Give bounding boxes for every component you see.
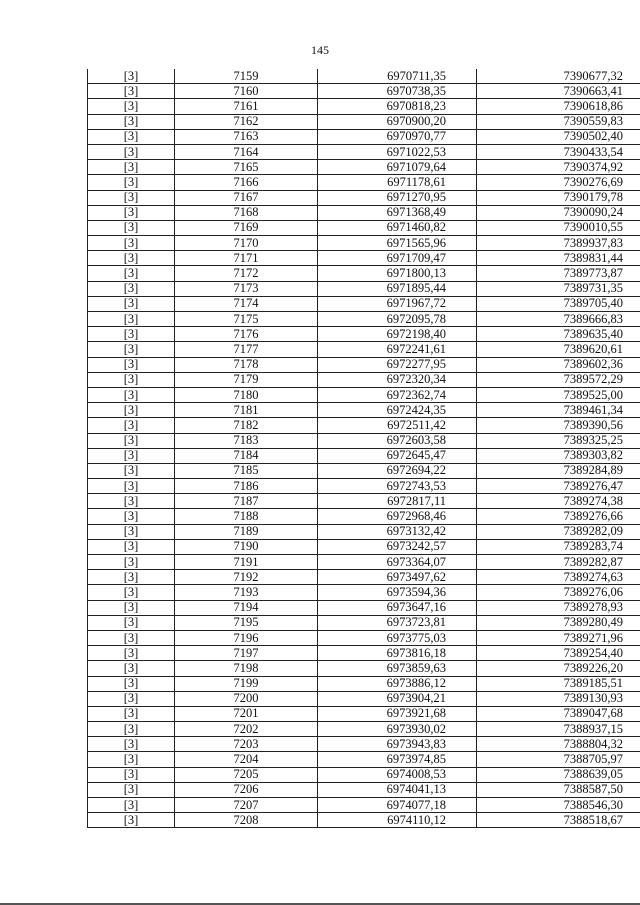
zone-cell: [3] <box>88 509 175 524</box>
table-row <box>88 615 640 630</box>
zone-cell: [3] <box>88 479 175 494</box>
point-number-cell: 7190 <box>175 539 318 554</box>
point-number-cell: 7161 <box>175 99 318 114</box>
zone-cell: [3] <box>88 798 175 813</box>
x-coordinate-cell: 6972603,58 <box>318 433 477 448</box>
y-coordinate-cell: 7389731,35 <box>477 281 640 296</box>
x-coordinate-cell: 6973859,63 <box>318 661 477 676</box>
zone-cell: [3] <box>88 524 175 539</box>
table-row <box>88 813 640 828</box>
zone-cell: [3] <box>88 463 175 478</box>
table-row <box>88 600 640 615</box>
table-row <box>88 737 640 752</box>
y-coordinate-cell: 7388804,32 <box>477 737 640 752</box>
y-coordinate-cell: 7389274,63 <box>477 570 640 585</box>
point-number-cell: 7188 <box>175 509 318 524</box>
table-row <box>88 585 640 600</box>
zone-cell: [3] <box>88 813 175 828</box>
table-row <box>88 342 640 357</box>
x-coordinate-cell: 6972645,47 <box>318 448 477 463</box>
zone-cell: [3] <box>88 387 175 402</box>
y-coordinate-cell: 7389602,36 <box>477 357 640 372</box>
y-coordinate-cell: 7388705,97 <box>477 752 640 767</box>
table-row <box>88 448 640 463</box>
zone-cell: [3] <box>88 539 175 554</box>
table-row <box>88 798 640 813</box>
point-number-cell: 7204 <box>175 752 318 767</box>
y-coordinate-cell: 7390502,40 <box>477 129 640 144</box>
table-row <box>88 403 640 418</box>
table-row <box>88 160 640 175</box>
x-coordinate-cell: 6971565,96 <box>318 236 477 251</box>
x-coordinate-cell: 6973930,02 <box>318 722 477 737</box>
table-row <box>88 296 640 311</box>
x-coordinate-cell: 6973723,81 <box>318 615 477 630</box>
point-number-cell: 7201 <box>175 706 318 721</box>
zone-cell: [3] <box>88 570 175 585</box>
point-number-cell: 7196 <box>175 630 318 645</box>
x-coordinate-cell: 6971270,95 <box>318 190 477 205</box>
y-coordinate-cell: 7389525,00 <box>477 387 640 402</box>
point-number-cell: 7187 <box>175 494 318 509</box>
zone-cell: [3] <box>88 722 175 737</box>
x-coordinate-cell: 6973943,83 <box>318 737 477 752</box>
coordinates-table-body <box>88 69 640 828</box>
zone-cell: [3] <box>88 190 175 205</box>
point-number-cell: 7207 <box>175 798 318 813</box>
y-coordinate-cell: 7389461,34 <box>477 403 640 418</box>
point-number-cell: 7173 <box>175 281 318 296</box>
zone-cell: [3] <box>88 236 175 251</box>
zone-cell: [3] <box>88 494 175 509</box>
point-number-cell: 7176 <box>175 327 318 342</box>
table-row <box>88 691 640 706</box>
x-coordinate-cell: 6972743,53 <box>318 479 477 494</box>
table-row <box>88 418 640 433</box>
point-number-cell: 7178 <box>175 357 318 372</box>
table-row <box>88 782 640 797</box>
point-number-cell: 7163 <box>175 129 318 144</box>
point-number-cell: 7177 <box>175 342 318 357</box>
zone-cell: [3] <box>88 782 175 797</box>
y-coordinate-cell: 7389226,20 <box>477 661 640 676</box>
x-coordinate-cell: 6973816,18 <box>318 646 477 661</box>
zone-cell: [3] <box>88 357 175 372</box>
zone-cell: [3] <box>88 418 175 433</box>
y-coordinate-cell: 7389276,66 <box>477 509 640 524</box>
zone-cell: [3] <box>88 706 175 721</box>
x-coordinate-cell: 6973974,85 <box>318 752 477 767</box>
x-coordinate-cell: 6972511,42 <box>318 418 477 433</box>
y-coordinate-cell: 7389185,51 <box>477 676 640 691</box>
x-coordinate-cell: 6974077,18 <box>318 798 477 813</box>
point-number-cell: 7194 <box>175 600 318 615</box>
zone-cell: [3] <box>88 160 175 175</box>
x-coordinate-cell: 6971709,47 <box>318 251 477 266</box>
x-coordinate-cell: 6973647,16 <box>318 600 477 615</box>
y-coordinate-cell: 7389282,09 <box>477 524 640 539</box>
zone-cell: [3] <box>88 327 175 342</box>
y-coordinate-cell: 7390663,41 <box>477 84 640 99</box>
table-row <box>88 722 640 737</box>
zone-cell: [3] <box>88 114 175 129</box>
point-number-cell: 7197 <box>175 646 318 661</box>
table-row <box>88 752 640 767</box>
zone-cell: [3] <box>88 767 175 782</box>
point-number-cell: 7200 <box>175 691 318 706</box>
zone-cell: [3] <box>88 691 175 706</box>
zone-cell: [3] <box>88 448 175 463</box>
point-number-cell: 7195 <box>175 615 318 630</box>
page-number: 145 <box>311 43 329 57</box>
point-number-cell: 7159 <box>175 69 318 84</box>
table-row <box>88 479 640 494</box>
table-row <box>88 494 640 509</box>
zone-cell: [3] <box>88 175 175 190</box>
table-row <box>88 99 640 114</box>
zone-cell: [3] <box>88 251 175 266</box>
zone-cell: [3] <box>88 585 175 600</box>
x-coordinate-cell: 6972968,46 <box>318 509 477 524</box>
point-number-cell: 7193 <box>175 585 318 600</box>
x-coordinate-cell: 6971800,13 <box>318 266 477 281</box>
zone-cell: [3] <box>88 99 175 114</box>
y-coordinate-cell: 7389572,29 <box>477 372 640 387</box>
y-coordinate-cell: 7389831,44 <box>477 251 640 266</box>
zone-cell: [3] <box>88 433 175 448</box>
x-coordinate-cell: 6970900,20 <box>318 114 477 129</box>
x-coordinate-cell: 6972277,95 <box>318 357 477 372</box>
table-row <box>88 676 640 691</box>
table-row <box>88 570 640 585</box>
zone-cell: [3] <box>88 737 175 752</box>
zone-cell: [3] <box>88 312 175 327</box>
y-coordinate-cell: 7390010,55 <box>477 220 640 235</box>
y-coordinate-cell: 7388518,67 <box>477 813 640 828</box>
x-coordinate-cell: 6970738,35 <box>318 84 477 99</box>
y-coordinate-cell: 7389130,93 <box>477 691 640 706</box>
table-row <box>88 144 640 159</box>
point-number-cell: 7166 <box>175 175 318 190</box>
x-coordinate-cell: 6973364,07 <box>318 555 477 570</box>
x-coordinate-cell: 6970818,23 <box>318 99 477 114</box>
table-row <box>88 69 640 84</box>
y-coordinate-cell: 7389773,87 <box>477 266 640 281</box>
point-number-cell: 7205 <box>175 767 318 782</box>
y-coordinate-cell: 7389276,47 <box>477 479 640 494</box>
x-coordinate-cell: 6973242,57 <box>318 539 477 554</box>
x-coordinate-cell: 6971460,82 <box>318 220 477 235</box>
zone-cell: [3] <box>88 661 175 676</box>
table-row <box>88 220 640 235</box>
point-number-cell: 7170 <box>175 236 318 251</box>
table-row <box>88 524 640 539</box>
table-row <box>88 205 640 220</box>
x-coordinate-cell: 6970970,77 <box>318 129 477 144</box>
point-number-cell: 7182 <box>175 418 318 433</box>
table-row <box>88 767 640 782</box>
zone-cell: [3] <box>88 84 175 99</box>
table-row <box>88 539 640 554</box>
table-row <box>88 433 640 448</box>
y-coordinate-cell: 7389254,40 <box>477 646 640 661</box>
table-row <box>88 509 640 524</box>
x-coordinate-cell: 6974041,13 <box>318 782 477 797</box>
y-coordinate-cell: 7390433,54 <box>477 144 640 159</box>
table-row <box>88 251 640 266</box>
table-row <box>88 190 640 205</box>
x-coordinate-cell: 6973497,62 <box>318 570 477 585</box>
table-row <box>88 327 640 342</box>
y-coordinate-cell: 7388546,30 <box>477 798 640 813</box>
point-number-cell: 7162 <box>175 114 318 129</box>
table-row <box>88 706 640 721</box>
y-coordinate-cell: 7389283,74 <box>477 539 640 554</box>
point-number-cell: 7199 <box>175 676 318 691</box>
zone-cell: [3] <box>88 205 175 220</box>
y-coordinate-cell: 7389280,49 <box>477 615 640 630</box>
y-coordinate-cell: 7390559,83 <box>477 114 640 129</box>
x-coordinate-cell: 6971967,72 <box>318 296 477 311</box>
table-row <box>88 646 640 661</box>
point-number-cell: 7179 <box>175 372 318 387</box>
x-coordinate-cell: 6972320,34 <box>318 372 477 387</box>
point-number-cell: 7198 <box>175 661 318 676</box>
x-coordinate-cell: 6973886,12 <box>318 676 477 691</box>
y-coordinate-cell: 7390090,24 <box>477 205 640 220</box>
table-row <box>88 84 640 99</box>
zone-cell: [3] <box>88 403 175 418</box>
point-number-cell: 7184 <box>175 448 318 463</box>
y-coordinate-cell: 7389635,40 <box>477 327 640 342</box>
y-coordinate-cell: 7388937,15 <box>477 722 640 737</box>
y-coordinate-cell: 7389284,89 <box>477 463 640 478</box>
x-coordinate-cell: 6973132,42 <box>318 524 477 539</box>
x-coordinate-cell: 6972241,61 <box>318 342 477 357</box>
table-row <box>88 630 640 645</box>
y-coordinate-cell: 7389390,56 <box>477 418 640 433</box>
point-number-cell: 7169 <box>175 220 318 235</box>
x-coordinate-cell: 6972362,74 <box>318 387 477 402</box>
point-number-cell: 7181 <box>175 403 318 418</box>
y-coordinate-cell: 7389047,68 <box>477 706 640 721</box>
y-coordinate-cell: 7389271,96 <box>477 630 640 645</box>
point-number-cell: 7174 <box>175 296 318 311</box>
y-coordinate-cell: 7389276,06 <box>477 585 640 600</box>
point-number-cell: 7160 <box>175 84 318 99</box>
y-coordinate-cell: 7389937,83 <box>477 236 640 251</box>
table-row <box>88 175 640 190</box>
point-number-cell: 7202 <box>175 722 318 737</box>
x-coordinate-cell: 6974110,12 <box>318 813 477 828</box>
point-number-cell: 7192 <box>175 570 318 585</box>
y-coordinate-cell: 7389274,38 <box>477 494 640 509</box>
x-coordinate-cell: 6971368,49 <box>318 205 477 220</box>
point-number-cell: 7165 <box>175 160 318 175</box>
x-coordinate-cell: 6972424,35 <box>318 403 477 418</box>
coordinates-table <box>87 69 640 828</box>
y-coordinate-cell: 7390179,78 <box>477 190 640 205</box>
point-number-cell: 7185 <box>175 463 318 478</box>
table-row <box>88 555 640 570</box>
zone-cell: [3] <box>88 281 175 296</box>
zone-cell: [3] <box>88 220 175 235</box>
x-coordinate-cell: 6972694,22 <box>318 463 477 478</box>
y-coordinate-cell: 7388639,05 <box>477 767 640 782</box>
zone-cell: [3] <box>88 144 175 159</box>
x-coordinate-cell: 6973775,03 <box>318 630 477 645</box>
table-row <box>88 312 640 327</box>
point-number-cell: 7171 <box>175 251 318 266</box>
zone-cell: [3] <box>88 555 175 570</box>
y-coordinate-cell: 7389705,40 <box>477 296 640 311</box>
y-coordinate-cell: 7389303,82 <box>477 448 640 463</box>
point-number-cell: 7189 <box>175 524 318 539</box>
x-coordinate-cell: 6973594,36 <box>318 585 477 600</box>
x-coordinate-cell: 6970711,35 <box>318 69 477 84</box>
table-row <box>88 129 640 144</box>
x-coordinate-cell: 6971022,53 <box>318 144 477 159</box>
point-number-cell: 7206 <box>175 782 318 797</box>
x-coordinate-cell: 6971895,44 <box>318 281 477 296</box>
zone-cell: [3] <box>88 646 175 661</box>
point-number-cell: 7183 <box>175 433 318 448</box>
y-coordinate-cell: 7388587,50 <box>477 782 640 797</box>
zone-cell: [3] <box>88 296 175 311</box>
zone-cell: [3] <box>88 676 175 691</box>
x-coordinate-cell: 6973904,21 <box>318 691 477 706</box>
y-coordinate-cell: 7389666,83 <box>477 312 640 327</box>
point-number-cell: 7164 <box>175 144 318 159</box>
table-row <box>88 236 640 251</box>
table-row <box>88 114 640 129</box>
zone-cell: [3] <box>88 342 175 357</box>
x-coordinate-cell: 6972095,78 <box>318 312 477 327</box>
zone-cell: [3] <box>88 615 175 630</box>
table-row <box>88 661 640 676</box>
point-number-cell: 7175 <box>175 312 318 327</box>
zone-cell: [3] <box>88 266 175 281</box>
point-number-cell: 7168 <box>175 205 318 220</box>
point-number-cell: 7208 <box>175 813 318 828</box>
point-number-cell: 7203 <box>175 737 318 752</box>
y-coordinate-cell: 7390618,86 <box>477 99 640 114</box>
x-coordinate-cell: 6973921,68 <box>318 706 477 721</box>
table-row <box>88 357 640 372</box>
point-number-cell: 7186 <box>175 479 318 494</box>
y-coordinate-cell: 7390677,32 <box>477 69 640 84</box>
zone-cell: [3] <box>88 129 175 144</box>
y-coordinate-cell: 7389620,61 <box>477 342 640 357</box>
y-coordinate-cell: 7390374,92 <box>477 160 640 175</box>
point-number-cell: 7167 <box>175 190 318 205</box>
x-coordinate-cell: 6972198,40 <box>318 327 477 342</box>
zone-cell: [3] <box>88 752 175 767</box>
y-coordinate-cell: 7389325,25 <box>477 433 640 448</box>
table-row <box>88 463 640 478</box>
x-coordinate-cell: 6971079,64 <box>318 160 477 175</box>
zone-cell: [3] <box>88 630 175 645</box>
table-row <box>88 266 640 281</box>
x-coordinate-cell: 6971178,61 <box>318 175 477 190</box>
point-number-cell: 7180 <box>175 387 318 402</box>
zone-cell: [3] <box>88 600 175 615</box>
zone-cell: [3] <box>88 69 175 84</box>
zone-cell: [3] <box>88 372 175 387</box>
y-coordinate-cell: 7390276,69 <box>477 175 640 190</box>
x-coordinate-cell: 6974008,53 <box>318 767 477 782</box>
x-coordinate-cell: 6972817,11 <box>318 494 477 509</box>
y-coordinate-cell: 7389278,93 <box>477 600 640 615</box>
table-row <box>88 281 640 296</box>
point-number-cell: 7172 <box>175 266 318 281</box>
table-row <box>88 387 640 402</box>
y-coordinate-cell: 7389282,87 <box>477 555 640 570</box>
point-number-cell: 7191 <box>175 555 318 570</box>
table-row <box>88 372 640 387</box>
